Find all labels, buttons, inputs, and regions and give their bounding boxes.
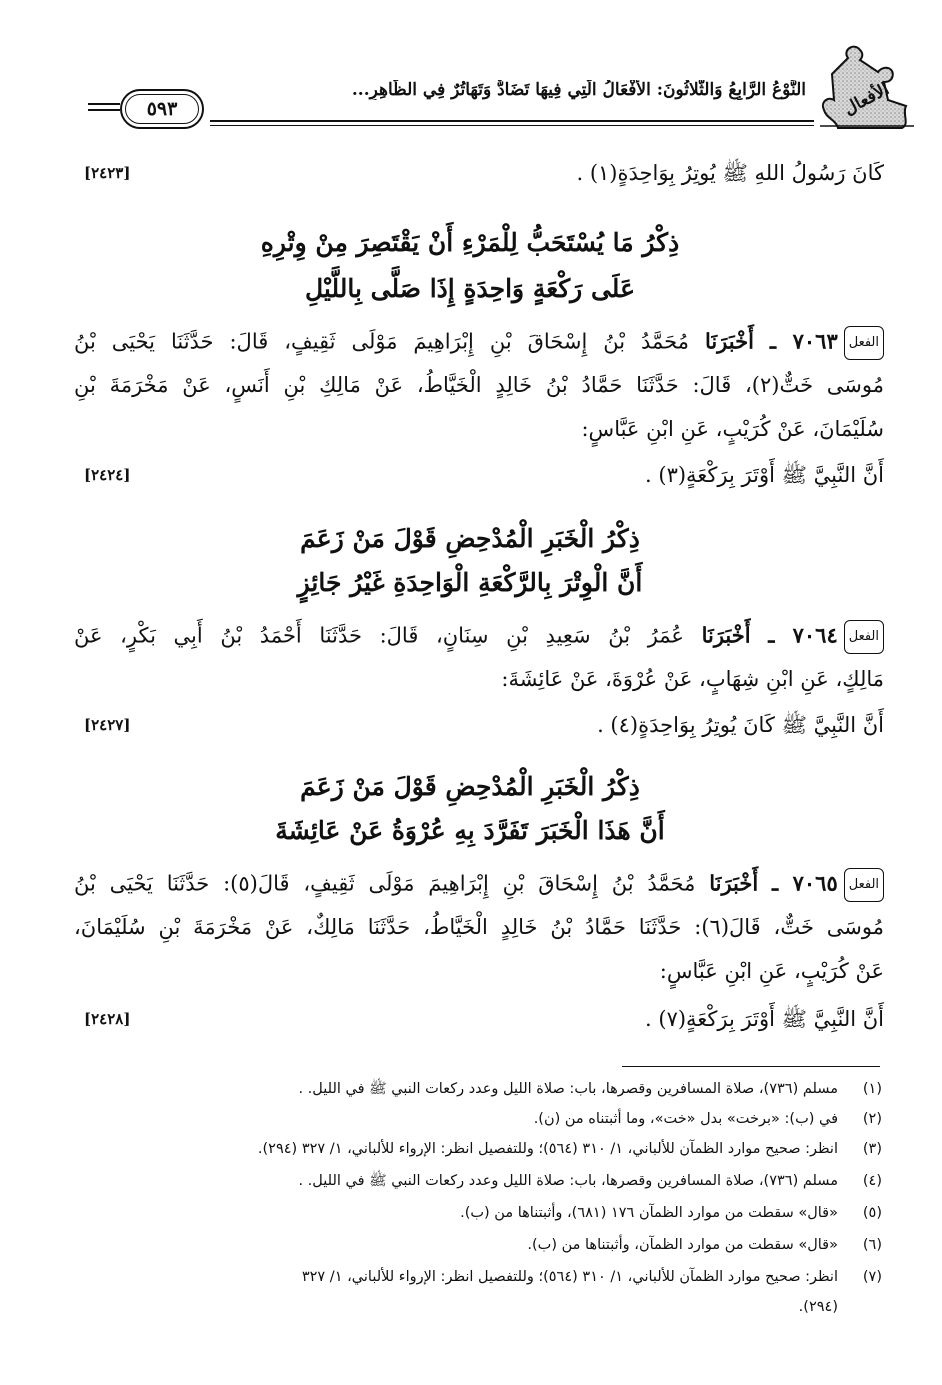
hadith-matn: أَنَّ النَّبِيَّ ﷺ أَوْتَرَ بِرَكْعَةٍ(٣) . bbox=[645, 463, 884, 487]
header-rule bbox=[210, 120, 814, 122]
akhbarana: أَخْبَرَنَا bbox=[709, 870, 759, 896]
isnad-text: مُحَمَّدُ بْنُ إِسْحَاقَ بْنِ إِبْرَاهِيمَ مَوْلَى ثَقِيفٍ، قَالَ: حَدَّثَنَا يَحْيَى بْنُ bbox=[74, 329, 689, 354]
footnote-text: «قال» سقطت من موارد الظمآن، وأثبتناها من (ب). bbox=[527, 1237, 838, 1253]
hadith-matn: أَنَّ النَّبِيَّ ﷺ كَانَ يُوتِرُ بِوَاحِدَةٍ(٤) . bbox=[597, 713, 884, 737]
footnote bbox=[62, 1234, 882, 1256]
page-number: ٥٩٣ bbox=[125, 94, 199, 124]
footnote bbox=[62, 1170, 882, 1192]
footnote bbox=[62, 1078, 882, 1100]
isnad-text: عُمَرُ بْنُ سَعِيدِ بْنِ سِنَانٍ، قَالَ: حَدَّثَنَا أَحْمَدُ بْنُ أَبِي بَكْرٍ، عَنْ bbox=[74, 623, 684, 648]
footnote bbox=[62, 1108, 882, 1130]
footnote-text: مسلم (٧٣٦)، صلاة المسافرين وقصرها، باب: صلاة الليل وعدد ركعات النبي ﷺ في الليل. . bbox=[298, 1173, 838, 1189]
footnote-number: (٢) bbox=[862, 1111, 882, 1127]
footnote-number: (٥) bbox=[862, 1205, 882, 1221]
section-heading: أَنَّ هَذَا الْخَبَرَ تَفَرَّدَ بِهِ عُرْوَةُ عَنْ عَائِشَةَ bbox=[275, 816, 665, 845]
hadith-badge: الفعل bbox=[844, 620, 884, 654]
reference-number: [٢٤٢٣] bbox=[84, 164, 131, 182]
reference-number: [٢٤٢٨] bbox=[84, 1010, 131, 1028]
hadith-isnad-line: مَالِكٍ، عَنِ ابْنِ شِهَابٍ، عَنْ عُرْوَةَ، عَنْ عَائِشَةَ: bbox=[501, 667, 884, 691]
section-heading: ذِكْرُ الْخَبَرِ الْمُدْحِضِ قَوْلَ مَنْ زَعَمَ bbox=[300, 524, 640, 553]
puzzle-section-emblem bbox=[818, 44, 918, 130]
footnote-number: (١) bbox=[862, 1081, 882, 1097]
hadith-isnad-line bbox=[74, 620, 884, 654]
hadith-number: ٧٠٦٤ ـ bbox=[768, 622, 838, 648]
isnad-text: مُحَمَّدُ بْنُ إِسْحَاقَ بْنِ إِبْرَاهِيمَ مَوْلَى ثَقِيفٍ، قَالَ(٥): حَدَّثَنَا يَحْيَى بْنُ bbox=[74, 871, 696, 896]
reference-number: [٢٤٢٧] bbox=[84, 716, 131, 734]
hadith-matn: أَنَّ النَّبِيَّ ﷺ أَوْتَرَ بِرَكْعَةٍ(٧) . bbox=[645, 1007, 884, 1031]
footnote-separator bbox=[622, 1066, 880, 1067]
hadith-number: ٧٠٦٥ ـ bbox=[772, 870, 838, 896]
hadith-number: ٧٠٦٣ ـ bbox=[769, 328, 838, 354]
reference-number: [٢٤٢٤] bbox=[84, 466, 131, 484]
hadith-badge: الفعل bbox=[844, 326, 884, 360]
footnote-text: انظر: صحيح موارد الظمآن للألباني، ١/ ٣١٠ (٥٦٤)؛ وللتفصيل انظر: الإرواء للألباني، ١/ ٣٢٧ (٢٩٤). bbox=[257, 1141, 838, 1157]
footnote-text: مسلم (٧٣٦)، صلاة المسافرين وقصرها، باب: صلاة الليل وعدد ركعات النبي ﷺ في الليل. . bbox=[298, 1081, 838, 1097]
section-heading: ذِكْرُ مَا يُسْتَحَبُّ لِلْمَرْءِ أَنْ يَقْتَصِرَ مِنْ وِتْرِهِ bbox=[260, 228, 680, 257]
footnote-text: «قال» سقطت من موارد الظمآن ١٧٦ (٦٨١)، وأثبتناها من (ب). bbox=[460, 1205, 838, 1221]
footnote-text: انظر: صحيح موارد الظمآن للألباني، ١/ ٣١٠ (٥٦٤)؛ وللتفصيل انظر: الإرواء للألباني، ١/ ٣٢٧ bbox=[301, 1269, 838, 1285]
footnote bbox=[62, 1138, 882, 1160]
hadith-isnad-line bbox=[74, 868, 884, 902]
hadith-isnad-line: سُلَيْمَانَ، عَنْ كُرَيْبٍ، عَنِ ابْنِ عَبَّاسٍ: bbox=[581, 417, 884, 441]
page-number-rule bbox=[88, 103, 120, 105]
chapter-title: النَّوْعُ الرَّابِعُ وَالثَّلاثُونَ: الأَفْعَالُ الَّتِي فِيهَا تَضَادٌّ وَتَهَاتُرٌ فِي الظَّاهِرِ... bbox=[351, 80, 806, 100]
puzzle-piece-icon bbox=[818, 44, 918, 130]
page-number-frame bbox=[120, 89, 204, 129]
footnote-number: (٧) bbox=[862, 1269, 882, 1285]
footnote-number: (٣) bbox=[862, 1141, 882, 1157]
footnote-continuation: (٢٩٤). bbox=[798, 1299, 838, 1315]
akhbarana: أَخْبَرَنَا bbox=[704, 328, 754, 354]
hadith-isnad-line: مُوسَى خَتٌّ، قَالَ(٦): حَدَّثَنَا حَمَّادُ بْنُ خَالِدٍ الْخَيَّاطُ، حَدَّثَنَا مَالِكٌ، عَنْ مَخْرَمَةَ بْنِ سُلَيْمَانَ، bbox=[74, 915, 884, 939]
section-heading: أَنَّ الْوِتْرَ بِالرَّكْعَةِ الْوَاحِدَةِ غَيْرُ جَائِزٍ bbox=[297, 568, 643, 597]
footnote-number: (٤) bbox=[862, 1173, 882, 1189]
section-heading: ذِكْرُ الْخَبَرِ الْمُدْحِضِ قَوْلَ مَنْ زَعَمَ bbox=[300, 772, 640, 801]
hadith-text: كَانَ رَسُولُ اللهِ ﷺ يُوتِرُ بِوَاحِدَةٍ(١) . bbox=[576, 161, 884, 185]
hadith-isnad-line: عَنْ كُرَيْبٍ، عَنِ ابْنِ عَبَّاسٍ: bbox=[659, 959, 884, 983]
footnote-number: (٦) bbox=[862, 1237, 882, 1253]
footnote-text: في (ب): «برخت» بدل «خت»، وما أثبتناه من (ن). bbox=[533, 1111, 838, 1127]
footnote bbox=[62, 1266, 882, 1288]
hadith-badge: الفعل bbox=[844, 868, 884, 902]
hadith-isnad-line bbox=[74, 326, 884, 360]
section-heading: عَلَى رَكْعَةٍ وَاحِدَةٍ إِذَا صَلَّى بِاللَّيْلِ bbox=[305, 274, 635, 303]
page-number-rule bbox=[88, 109, 120, 111]
puzzle-label: الأفعال bbox=[840, 79, 893, 120]
header-rule bbox=[210, 125, 814, 126]
akhbarana: أَخْبَرَنَا bbox=[701, 622, 751, 648]
hadith-isnad-line: مُوسَى خَتٌّ(٢)، قَالَ: حَدَّثَنَا حَمَّادُ بْنُ خَالِدٍ الْخَيَّاطُ، عَنْ مَالِكِ بْنِ أَنَسٍ، عَنْ مَخْرَمَةَ بْنِ bbox=[74, 373, 884, 397]
page-header bbox=[70, 36, 918, 131]
footnote bbox=[62, 1202, 882, 1224]
